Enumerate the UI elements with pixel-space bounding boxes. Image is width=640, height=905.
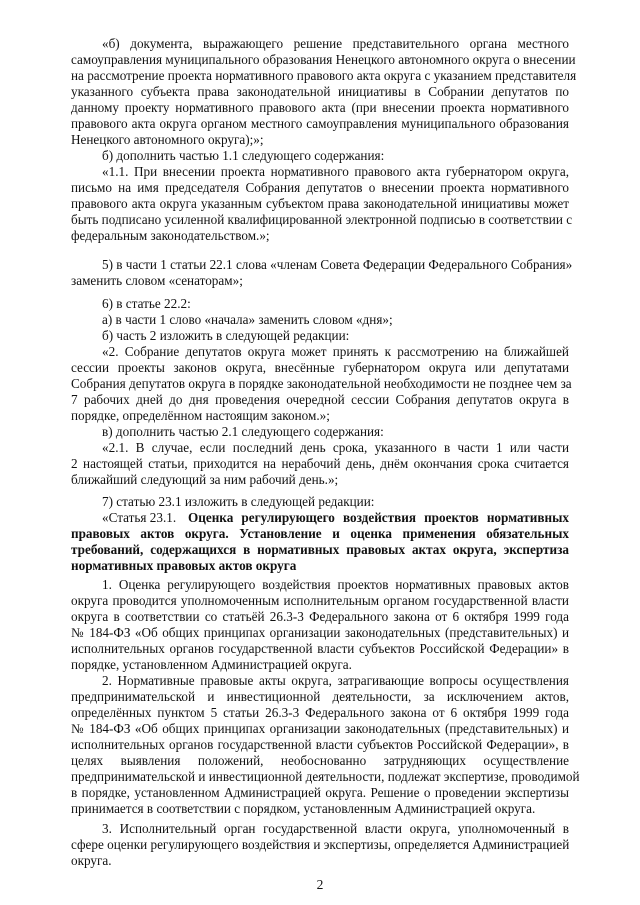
text-line: исполнительных органов государственной власти субъектов Российской Федерации» в — [71, 641, 569, 656]
text-line: округа в соответствии со статьёй 26.3-3 Федерального закона от 6 октября 1999 года — [71, 609, 569, 624]
text-line: быть подписано усиленной квалифицированной электронной подписью в соответствии с — [71, 212, 573, 227]
text-line: «б) документа, выражающего решение представительного органа местного — [102, 36, 569, 51]
text-line: № 184-ФЗ «Об общих принципах организации законодательных (представительных) и — [71, 721, 569, 736]
text-line: округа проводится уполномоченным исполнительным органом государственной власти — [71, 593, 569, 608]
text-line: данному проекту нормативного правового акта (при внесении проекта нормативного — [71, 100, 569, 115]
text-line: 7) статью 23.1 изложить в следующей редакции: — [102, 494, 375, 509]
text-line: а) в части 1 слово «начала» заменить словом «дня»; — [102, 312, 393, 327]
text-line: порядке, определённом настоящим законом.»; — [71, 408, 330, 423]
text-line: «2. Собрание депутатов округа может принять к рассмотрению на ближайшей — [102, 344, 569, 359]
text-line: предпринимательской и инвестиционной деятельности, подлежат экспертизе, проводимой — [71, 769, 580, 784]
text-line: ближайший следующий за ним рабочий день.»; — [71, 472, 339, 487]
text-line: федеральным законодательством.»; — [71, 228, 270, 243]
text-line: 3. Исполнительный орган государственной власти округа, уполномоченный в — [102, 821, 569, 836]
text-line: Ненецкого автономного округа);»; — [71, 132, 264, 147]
text-line: письмо на имя председателя Собрания депутатов о внесении проекта нормативного — [71, 180, 569, 195]
article-heading-line: нормативных правовых актов округа — [71, 558, 297, 573]
text-line: 2. Нормативные правовые акты округа, затрагивающие вопросы осуществления — [102, 673, 569, 688]
text-line: заменить словом «сенаторам»; — [71, 273, 243, 288]
article-heading-line: требований, содержащихся в нормативных правовых актах округа, экспертиза — [71, 542, 569, 557]
text-line: 6) в статье 22.2: — [102, 296, 191, 311]
text-line: самоуправления муниципального образования Ненецкого автономного округа о внесении — [71, 52, 576, 67]
page-number: 2 — [316, 877, 324, 892]
text-line: сфере оценки регулирующего воздействия и экспертизы, определяется Администрацией — [71, 837, 570, 852]
article-label: «Статья 23.1. — [102, 510, 177, 525]
text-line: округа. — [71, 853, 112, 868]
text-line: предпринимательской и инвестиционной деятельности, за исключением актов, — [71, 689, 569, 704]
text-line: 7 рабочих дней до дня проведения очередной сессии Собрания депутатов округа в — [71, 392, 569, 407]
text-line: в) дополнить частью 2.1 следующего содержания: — [102, 424, 384, 439]
text-line: «1.1. При внесении проекта нормативного правового акта губернатором округа, — [102, 164, 569, 179]
text-line: принимается в соответствии с порядком, установленным Администрацией округа. — [71, 801, 536, 816]
text-line: на рассмотрение проекта нормативного правового акта округа с указанием представителя — [71, 68, 577, 83]
text-line: указанного субъекта права законодательной инициативы в Собрании депутатов по — [71, 84, 569, 99]
text-line: 2 настоящей статьи, приходится на нерабочий день, днём окончания срока считается — [71, 456, 569, 471]
text-line: 5) в части 1 статьи 22.1 слова «членам Совета Федерации Федерального Собрания» — [102, 257, 573, 272]
text-line: правового акта округа указанным субъектом права законодательной инициативы может — [71, 196, 569, 211]
text-line: № 184-ФЗ «Об общих принципах организации законодательных (представительных) и — [71, 625, 569, 640]
text-line: сессии проекты законов округа, внесённые губернатором округа или депутатами — [71, 360, 569, 375]
text-line: правового акта округа органом местного самоуправления муниципального образования — [71, 116, 569, 131]
text-line: целях выявления положений, необоснованно затрудняющих осуществление — [71, 753, 569, 768]
text-line: исполнительных органов государственной власти субъектов Российской Федерации», в — [71, 737, 569, 752]
text-line: порядке, установленном Администрацией округа. — [71, 657, 352, 672]
article-heading-line: правовых актов округа. Установление и оценка применения обязательных — [71, 526, 569, 541]
text-line: Собрания депутатов округа в порядке законодательной необходимости не позднее чем за — [71, 376, 572, 391]
text-line: 1. Оценка регулирующего воздействия проектов нормативных правовых актов — [102, 577, 569, 592]
text-line: б) дополнить частью 1.1 следующего содержания: — [102, 148, 385, 163]
article-heading-line: Оценка регулирующего воздействия проектов нормативных — [188, 510, 569, 525]
text-line: «2.1. В случае, если последний день срока, указанного в части 1 или части — [102, 440, 569, 455]
text-line: б) часть 2 изложить в следующей редакции: — [102, 328, 350, 343]
text-line: определённых пунктом 5 статьи 26.3-3 Федерального закона от 6 октября 1999 года — [71, 705, 569, 720]
text-line: в порядке, установленном Администрацией округа. Решение о проведении экспертизы — [71, 785, 569, 800]
